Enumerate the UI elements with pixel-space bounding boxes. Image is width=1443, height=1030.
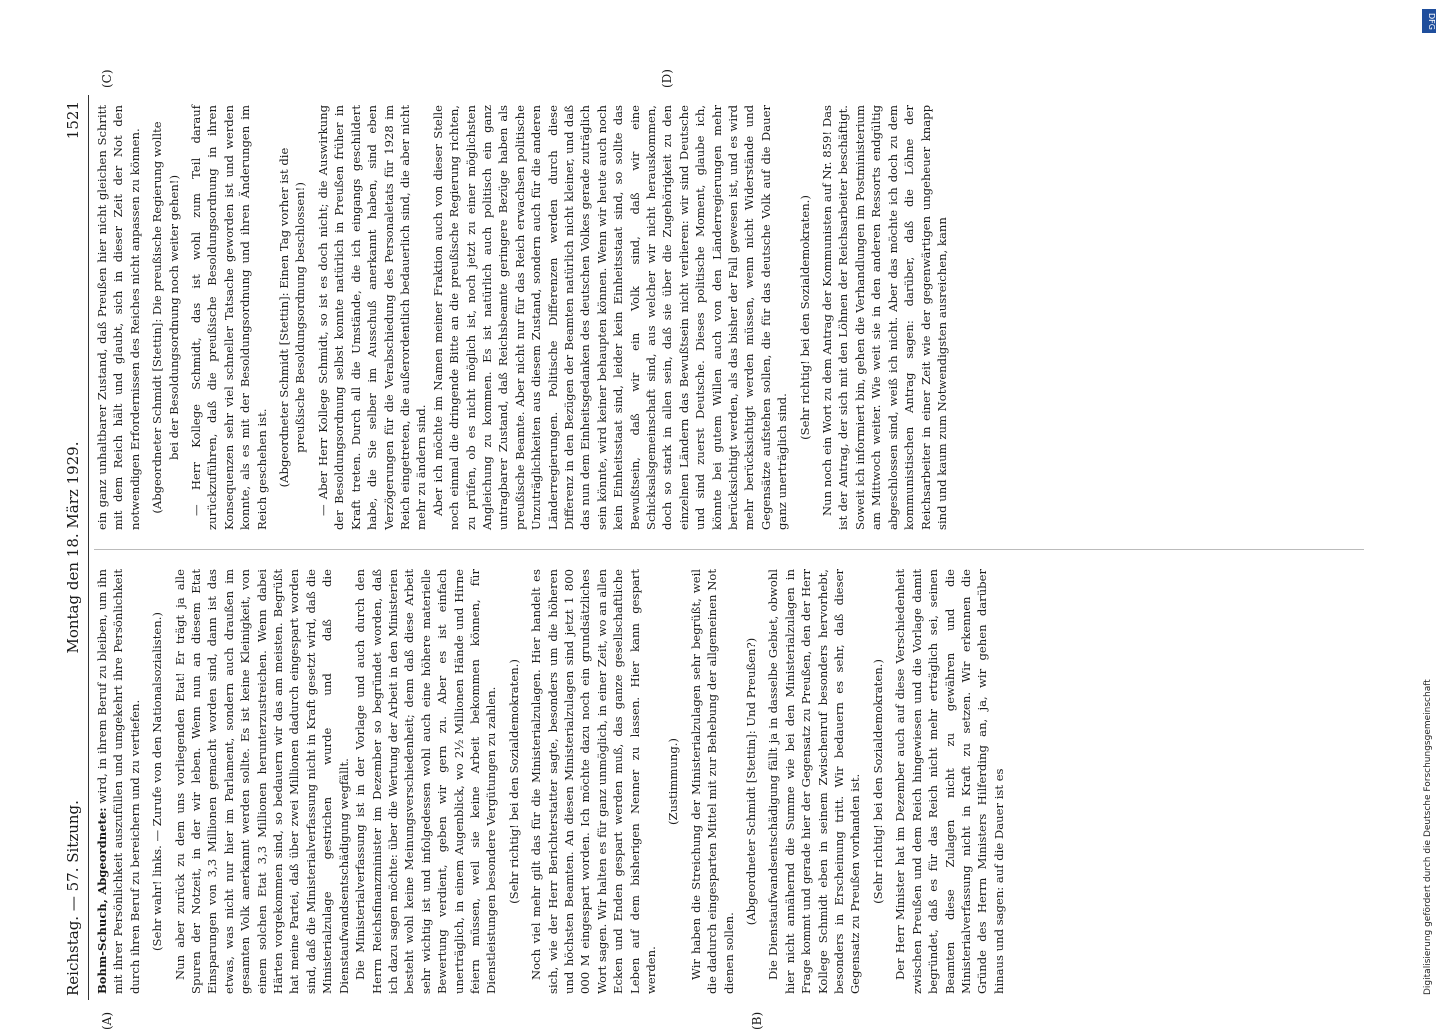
paragraph: Die Ministerialverfassung ist in der Vorlage und auch durch den Herrn Reichsfinanzminister im Dezember so begründet worden, daß ich dazu sagen möchte: über die Wertung der Arbeit in den Ministerien besteht wohl keine Meinungsverschiedenheit; denn daß diese Arbeit sehr wichtig ist und infolgedessen wohl auch eine höhere materielle Bewertung verdient, geben wir gern zu. Aber es ist einfach unerträglich, in einem Augenblick, wo 2½ Millionen Hände und Hirne feiern müssen, weil sie keine Arbeit bekommen können, für Dienstleistungen besondere Vergütungen zu zahlen. xyxy=(353,569,499,994)
interjection: (Sehr richtig! bei den Sozialdemokraten.) xyxy=(797,195,812,440)
paragraph: Noch viel mehr gilt das für die Ministerialzulagen. Hier handelt es sich, wie der Herr Berichterstatter sagte, besonders um die höheren und höchsten Beamten. An diesen Ministerialzulagen sind jetzt 1 800 000 M eingespart worden. Ich möchte dazu noch ein grundsätzliches Wort sagen. Wir halten es für ganz unmöglich, in einer Zeit, wo an allen Ecken und Enden gespart werden muß, das ganze gesellschaftliche Leben auf dem bisherigen Nenner zu lassen. Hier kann gespart werden. xyxy=(529,569,658,994)
margin-marker-a: (A) xyxy=(100,1011,114,1030)
paragraph: Nun aber zurück zu dem uns vorliegenden Etat! Er trägt ja alle Spuren der Notzeit, in der wir leben. Wenn nun an diesem Etat Einsparungen von 3,3 Millionen gemacht worden sind, dann ist das etwas, was nicht nur hier im Parlament, sondern auch draußen im gesamten Volk anerkannt werden sollte. Es ist keine Kleinigkeit, von einem solchen Etat 3,3 Millionen herunterzustreichen. Wenn dabei Härten vorgekommen sind, so bedauern wir das am meisten. Begrüßt hat meine Partei, daß über zwei Millionen dadurch eingespart worden sind, daß die Ministerialverfassung nicht in Kraft gesetzt wird, daß die Ministerialzulage gestrichen wurde und daß die Dienstaufwandsentschädigung wegfällt. xyxy=(172,569,351,994)
rotated-page xyxy=(60,69,1380,1030)
interjection: (Sehr wahr! links. — Zurufe von den Nationalsozialisten.) xyxy=(150,612,165,951)
left-column xyxy=(94,569,1007,994)
paragraph: Aber ich möchte im Namen meiner Fraktion auch von dieser Stelle noch einmal die dringende Bitte an die preußische Regierung richten, zu prüfen, ob es nicht möglich ist, noch jetzt zu einer möglichsten Angleichung zu kommen. Es ist natürlich auch politisch ein ganz untragbarer Zustand, daß Reichsbeamte geringere Bezüge haben als preußische Beamte. Aber nicht nur für das Reich erwachsen politische Unzuträglichkeiten aus diesem Zustand, sondern auch für die anderen Länderregierungen. Politische Differenzen werden durch diese Differenz in den Bezügen der Beamten natürlich nicht kleiner, und daß das nun dem Einheitsgedanken des deutschen Volkes gerade zuträglich sein könnte, wird keiner behaupten können. Wenn wir heute auch noch kein Einheitsstaat sind, leider kein Einheitsstaat sind, so sollte das Bewußtsein, daß wir ein Volk sind, daß wir eine Schicksalsgemeinschaft sind, aus welcher wir nicht herauskommen, doch so stark in allen sein, daß sie über die Zugehörigkeit zu den einzelnen Ländern das Bewußtsein nicht verlieren: wir sind Deutsche und sind zuerst Deutsche. Dieses politische Moment, glaube ich, könnte bei gutem Willen auch von den Länderregierungen mehr berücksichtigt werden, als das bisher der Fall gewesen ist, und es wird mehr berücksichtigt werden müssen, wenn nicht Widerstände und Gegensätze aufstehen sollen, die für das deutsche Volk auf die Dauer ganz unerträglich sind. xyxy=(430,105,790,530)
credit-text: Digitalisierung gefördert durch die Deutsche Forschungsgemeinschaft xyxy=(1423,679,1433,995)
page-number: 1521 xyxy=(64,101,82,140)
digitization-credit xyxy=(1420,5,1440,995)
interjection: (Zustimmung.) xyxy=(666,738,681,825)
margin-marker-d: (D) xyxy=(660,69,674,88)
right-column xyxy=(94,105,950,530)
paragraph: wird, in ihrem Beruf zu bleiben, um ihn mit ihrer Persönlichkeit auszufüllen und umgekehrt ihre Persönlichkeit durch ihren Beruf zu bereichern und zu vertiefen. xyxy=(95,569,142,994)
margin-marker-c: (C) xyxy=(100,69,114,88)
header-left: Reichstag. — 57. Sitzung. xyxy=(64,800,82,996)
interjection: (Abgeordneter Schmidt [Stettin]: Und Preußen?) xyxy=(744,637,759,926)
dfg-logo: DFG xyxy=(1422,9,1436,33)
column-rule xyxy=(94,549,1364,550)
interjection: (Abgeordneter Schmidt [Stettin]: Einen Tag vorher ist die preußische Besoldungsordnung beschlossen!) xyxy=(277,147,308,488)
speaker-name: Bohm-Schuch, Abgeordnete: xyxy=(95,807,109,994)
interjection: (Abgeordneter Schmidt [Stettin]: Die preußische Regierung wollte bei der Besoldungsordnung noch weiter gehen!) xyxy=(150,121,181,514)
paragraph: Die Dienstaufwandsentschädigung fällt ja in dasselbe Gebiet, obwohl hier nicht annähernd die Summe wie bei den Ministerialzulagen in Frage kommt und gerade hier der Gegensatz zu Preußen, den der Herr Kollege Schmidt eben in seinem Zwischenruf besonders hervorhebt, besonders in Erscheinung tritt. Wir bedauern es sehr, daß dieser Gegensatz zu Preußen vorhanden ist. xyxy=(766,569,863,994)
paragraph: Der Herr Minister hat im Dezember auch auf diese Verschiedenheit zwischen Preußen und dem Reich hingewiesen und die Vorlage damit begründet, daß es für das Reich nicht mehr erträglich sei, seinen Beamten diese Zulagen nicht zu gewähren und die Ministerialverfassung nicht in Kraft zu setzen. Wir erkennen die Gründe des Herrn Ministers Hilferding an, ja, wir gehen darüber hinaus und sagen: auf die Dauer ist es xyxy=(893,569,1006,994)
paragraph: — Herr Kollege Schmidt, das ist wohl zum Teil darauf zurückzuführen, daß die preußische Besoldungsordnung in ihren Konsequenzen sehr viel schneller Tatsache geworden ist und werden konnte, als es mit der Besoldungsordnung und ihren Änderungen im Reich geschehen ist. xyxy=(189,105,269,530)
header-date: Montag den 18. März 1929. xyxy=(64,441,82,654)
paragraph: Wir haben die Streichung der Ministerialzulagen sehr begrüßt, weil die dadurch eingesparten Mittel mit zur Behebung der allgemeinen Not dienen sollen. xyxy=(688,569,736,994)
page-header xyxy=(60,95,89,1000)
interjection: (Sehr richtig! bei den Sozialdemokraten.) xyxy=(870,659,885,904)
paragraph: ein ganz unhaltbarer Zustand, daß Preußen hier nicht gleichen Schritt mit dem Reich hält und glaubt, sich in dieser Zeit der Not den notwendigen Erfordernissen des Reiches nicht anpassen zu können. xyxy=(95,105,142,530)
interjection: (Sehr richtig! bei den Sozialdemokraten.) xyxy=(506,659,521,904)
paragraph: — Aber Herr Kollege Schmidt, so ist es doch nicht; die Auswirkung der Besoldungsordnung selbst konnte natürlich in Preußen früher in Kraft treten. Durch all die Umstände, die ich eingangs geschildert habe, die Sie selber im Ausschuß anerkannt haben, sind eben Verzögerungen für die Verabschiedung des Personaletats für 1928 im Reich eingetreten, die außerordentlich bedauerlich sind, die aber nicht mehr zu ändern sind. xyxy=(315,105,429,530)
paragraph: Nun noch ein Wort zu dem Antrag der Kommunisten auf Nr. 859! Das ist der Antrag, der sich mit den Löhnen der Reichsarbeiter beschäftigt. Soweit ich informiert bin, gehen die Verhandlungen im Postministerium am Mittwoch weiter. Wie weit sie in den anderen Ressorts endgültig abgeschlossen sind, weiß ich nicht. Aber das möchte ich doch zu dem kommunistischen Antrag sagen: darüber, daß die Löhne der Reichsarbeiter in einer Zeit wie der gegenwärtigen ungeheuer knapp sind und kaum zum Notwendigsten ausreichen, kann xyxy=(820,105,949,530)
margin-marker-b: (B) xyxy=(750,1011,764,1030)
